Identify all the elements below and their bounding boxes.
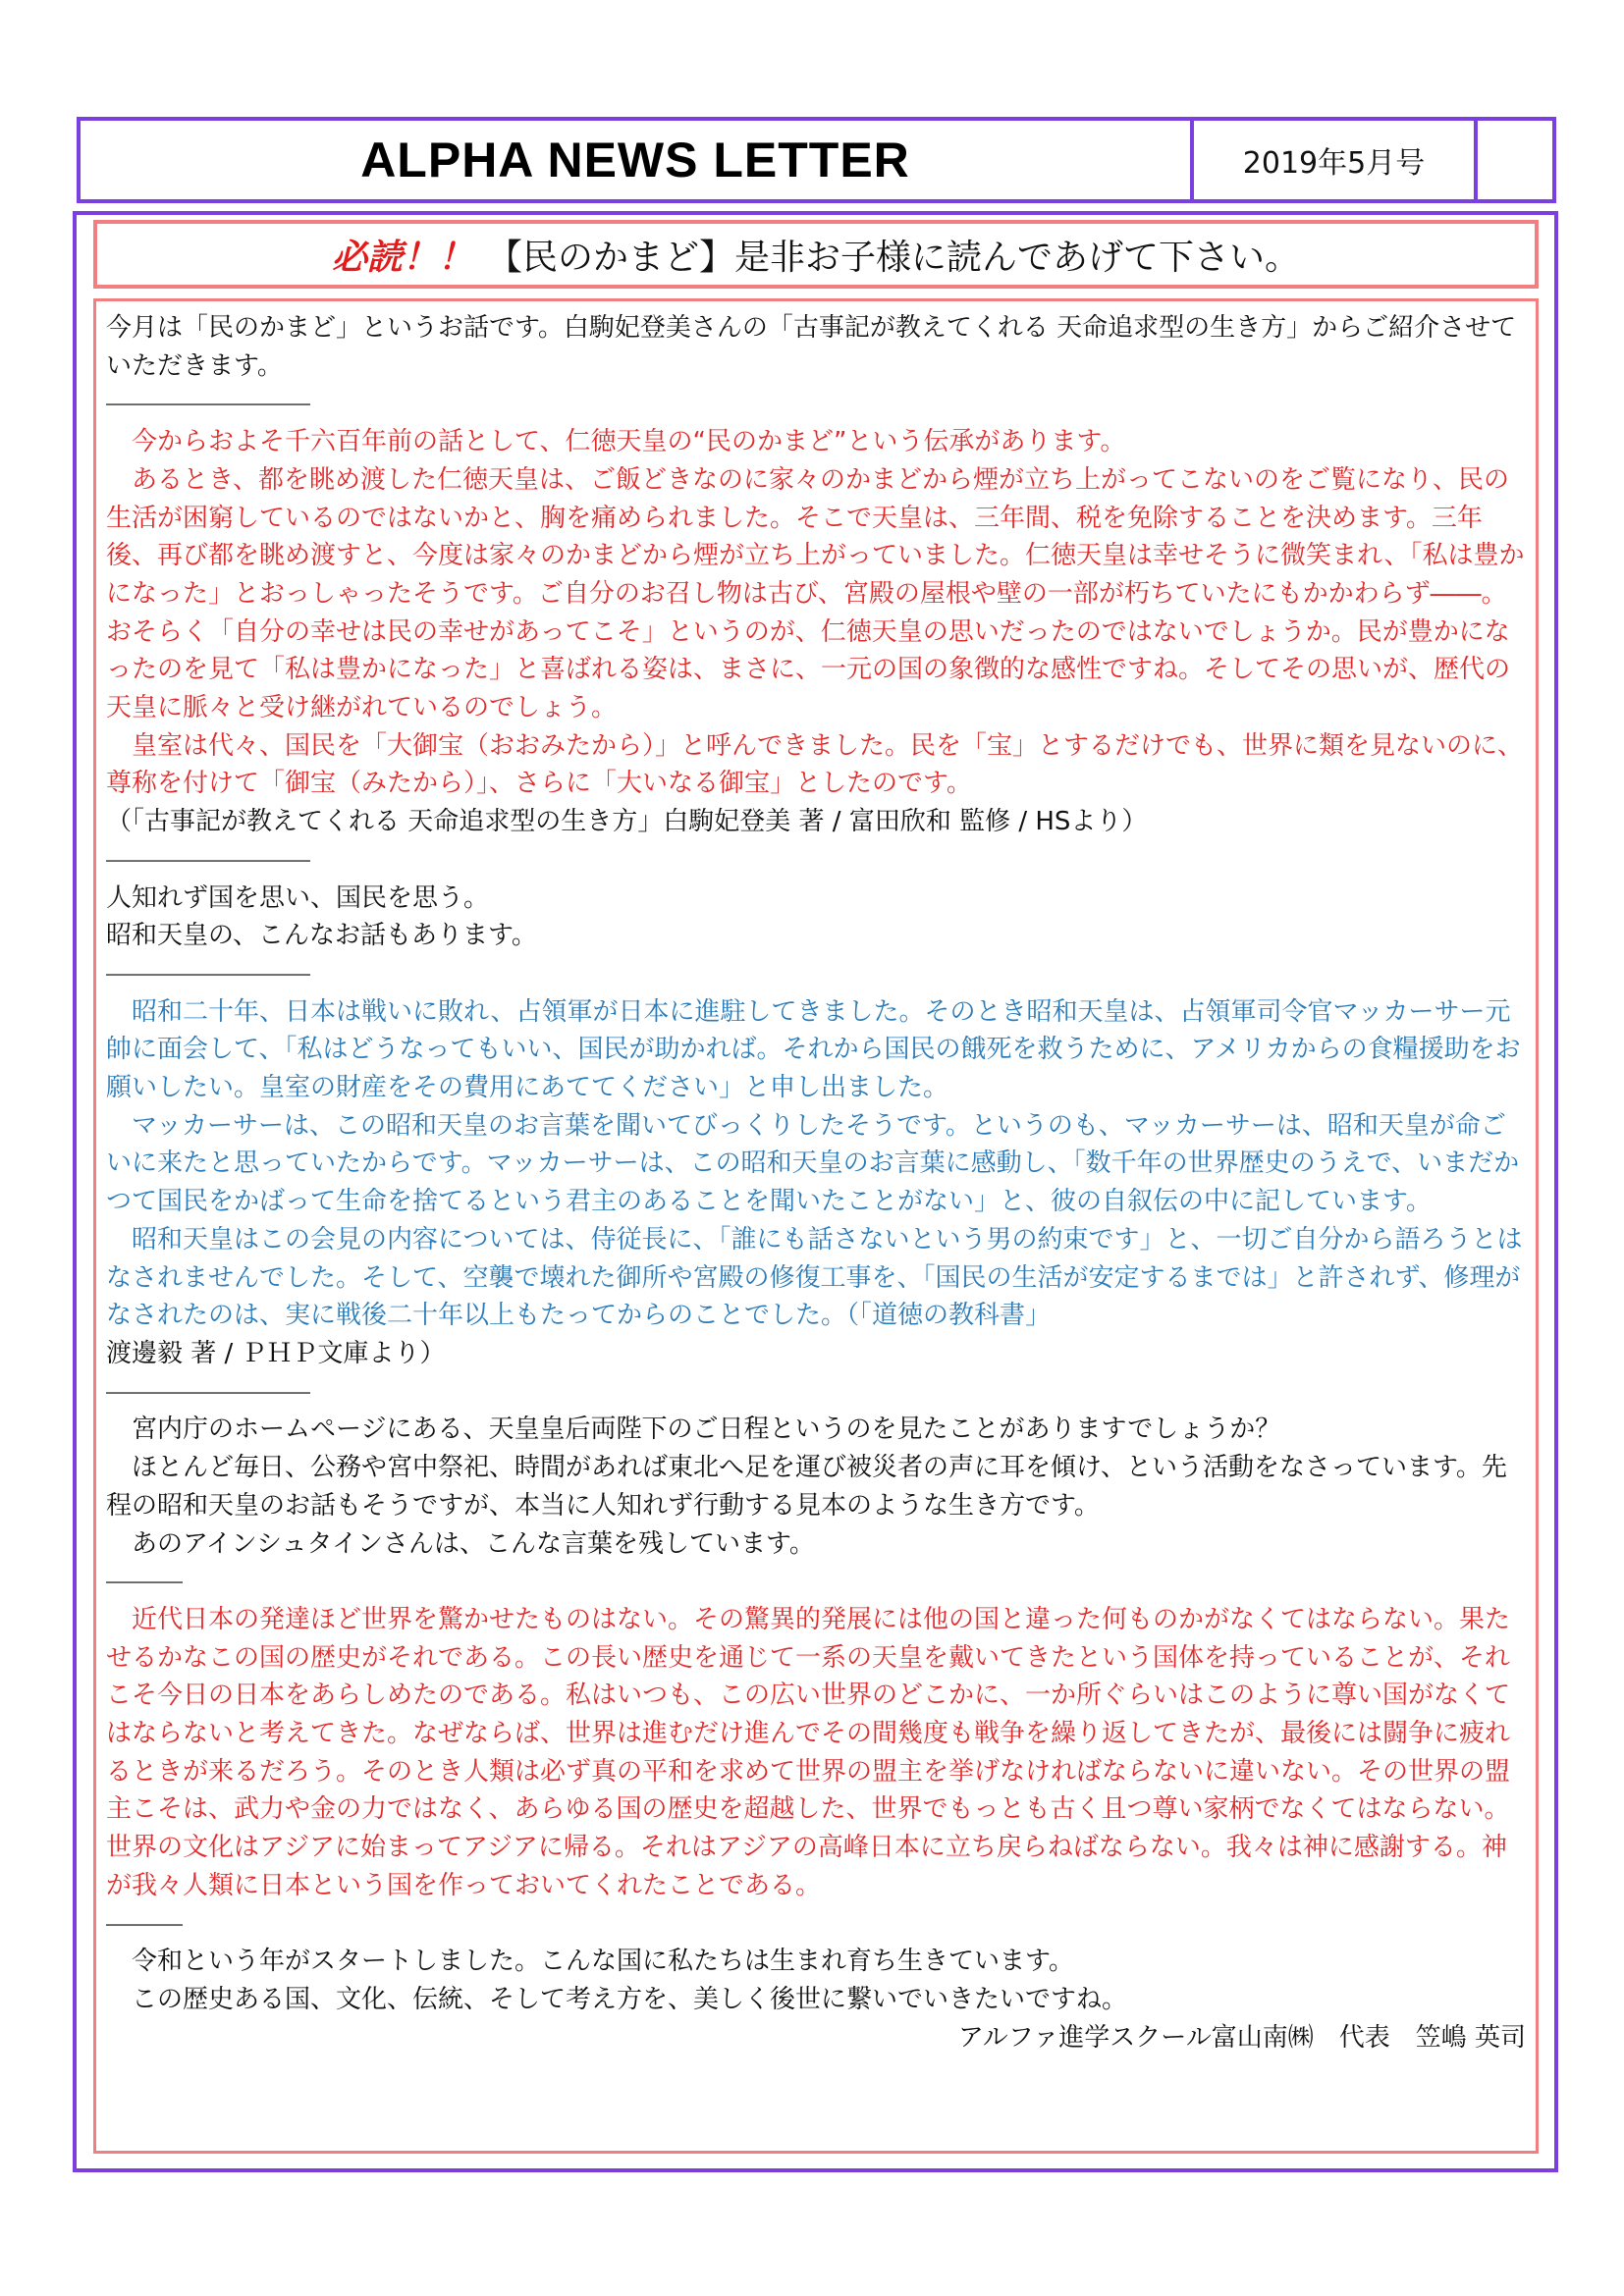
separator: ――― [106, 1567, 183, 1597]
story1-paragraph-3: 皇室は代々、国民を「大御宝（おおみたから）」と呼んできました。民を「宝」とするだけでも、世界に類を見ないのに、尊称を付けて「御宝（みたから）」、さらに「大いなる御宝」としたのです。 [106, 730, 1524, 799]
story1-source: （「古事記が教えてくれる 天命追求型の生き方」白駒妃登美 著 / 富田欣和 監修 / HSより） [106, 807, 1148, 837]
newsletter-title: ALPHA NEWS LETTER [360, 133, 910, 187]
bridge-line-2: 昭和天皇の、こんなお話もあります。 [106, 921, 537, 951]
headline-banner [93, 220, 1539, 289]
headline-text: 【民のかまど】是非お子様に読んであげて下さい。 [487, 237, 1301, 278]
intro-paragraph: 今月は「民のかまど」というお話です。白駒妃登美さんの「古事記が教えてくれる 天命追求型の生き方」からご紹介させていただきます。 [106, 313, 1517, 381]
story2-source: 渡邊毅 著 / ＰＨＰ文庫より） [106, 1338, 446, 1368]
headline-emphasis: 必読！！ [331, 237, 473, 278]
present-paragraph-3: あのアインシュタインさんは、こんな言葉を残しています。 [132, 1528, 815, 1559]
present-paragraph-1: 宮内庁のホームページにある、天皇皇后両陛下のご日程というのを見たことがありますでしょうか？ [132, 1415, 1281, 1445]
bridge-line-1: 人知れず国を思い、国民を思う。 [106, 882, 490, 913]
title-cell [81, 121, 1194, 199]
story2-paragraph-3: 昭和天皇はこの会見の内容については、侍従長に、「誰にも話さないという男の約束です」と、一切ご自分から語ろうとはなされませんでした。そして、空襲で壊れた御所や宮殿の修復工事を、「国民の生活が安定するまでは」と許されず、修理がなされたのは、実に戦後二十年以上もたってからのことでした。（「道徳の教科書」 [106, 1224, 1523, 1331]
story1-paragraph-2: あるとき、都を眺め渡した仁徳天皇は、ご飯どきなのに家々のかまどから煙が立ち上がってこないのをご覧になり、民の生活が困窮しているのではないかと、胸を痛められました。そこで天皇は、三年間、税を免除することを決めます。三年後、再び都を眺め渡すと、今度は家々のかまどから煙が立ち上がっていました。仁徳天皇は幸せそうに微笑まれ、「私は豊かになった」とおっしゃったそうです。ご自分のお召し物は古び、宮殿の屋根や壁の一部が朽ちていたにもかかわらず――。おそらく「自分の幸せは民の幸せがあってこそ」というのが、仁徳天皇の思いだったのではないでしょうか。民が豊かになったのを見て「私は豊かになった」と喜ばれる姿は、まさに、一元の国の象徴的な感性ですね。そしてその思いが、歴代の天皇に脈々と受け継がれているのでしょう。 [106, 464, 1525, 723]
story1-paragraph-1: 今からおよそ千六百年前の話として、仁徳天皇の“民のかまど”という伝承があります。 [132, 427, 1126, 457]
signature: アルファ進学スクール富山南㈱ 代表 笠嶋 英司 [957, 2022, 1526, 2053]
article-body [93, 298, 1539, 2154]
einstein-quote: 近代日本の発達ほど世界を驚かせたものはない。その驚異的発展には他の国と違った何ものかがなくてはならない。果たせるかなこの国の歴史がそれである。この長い歴史を通じて一系の天皇を戴いてきたという国体を持っていることが、それこそ今日の日本をあらしめたのである。私はいつも、この広い世界のどこかに、一か所ぐらいはこのように尊い国がなくてはならないと考えてきた。なぜならば、世界は進むだけ進んでその間幾度も戦争を繰り返してきたが、最後には闘争に疲れるときが来るだろう。そのとき人類は必ず真の平和を求めて世界の盟主を挙げなければならないに違いない。その世界の盟主こそは、武力や金の力ではなく、あらゆる国の歴史を超越した、世界でもっとも古く且つ尊い家柄でなくてはならない。世界の文化はアジアに始まってアジアに帰る。それはアジアの高峰日本に立ち戻らねばならない。我々は神に感謝する。神が我々人類に日本という国を作っておいてくれたことである。 [106, 1604, 1511, 1900]
story2-paragraph-1: 昭和二十年、日本は戦いに敗れ、占領軍が日本に進駐してきました。そのとき昭和天皇は、占領軍司令官マッカーサー元帥に面会して、「私はどうなってもいい、国民が助かれば。それから国民の餓死を救うために、アメリカからの食糧援助をお願いしたい。皇室の財産をその費用にあててください」と申し出ました。 [106, 996, 1521, 1103]
masthead [77, 117, 1556, 203]
issue-date: 2019年5月号 [1194, 121, 1478, 199]
separator: ―――――――― [106, 844, 310, 875]
blank-cell [1478, 121, 1552, 199]
separator: ―――――――― [106, 1376, 310, 1407]
separator: ――― [106, 1908, 183, 1939]
separator: ―――――――― [106, 389, 310, 419]
present-paragraph-2: ほとんど毎日、公務や宮中祭祀、時間があれば東北へ足を運び被災者の声に耳を傾け、という活動をなさっています。先程の昭和天皇のお話もそうですが、本当に人知れず行動する見本のような生き方です。 [106, 1453, 1507, 1521]
closing-paragraph-1: 令和という年がスタートしました。こんな国に私たちは生まれ育ち生きています。 [132, 1947, 1074, 1977]
story2-paragraph-2: マッカーサーは、この昭和天皇のお言葉を聞いてびっくりしたそうです。というのも、マッカーサーは、昭和天皇が命ごいに来たと思っていたからです。マッカーサーは、この昭和天皇のお言葉に感動し、「数千年の世界歴史のうえで、いまだかつて国民をかばって生命を捨てるという君主のあることを聞いたことがない」と、彼の自叙伝の中に記しています。 [106, 1110, 1520, 1217]
separator: ―――――――― [106, 958, 310, 988]
closing-paragraph-2: この歴史ある国、文化、伝統、そして考え方を、美しく後世に繋いでいきたいですね。 [132, 1984, 1128, 2014]
